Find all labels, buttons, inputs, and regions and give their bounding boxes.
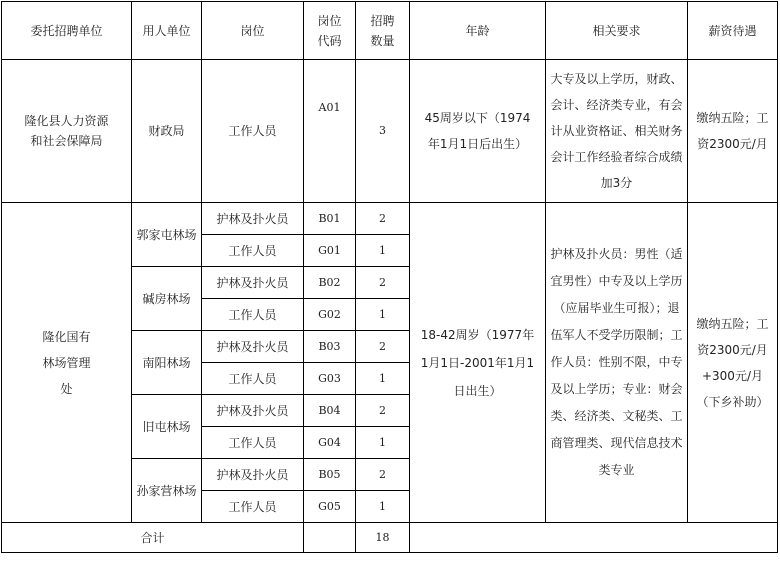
total-empty — [410, 523, 778, 553]
num-cell: 1 — [356, 235, 410, 267]
org-cell: 隆化国有林场管理处 — [2, 203, 132, 523]
num-cell: 1 — [356, 491, 410, 523]
post-cell: 护林及扑火员 — [202, 203, 304, 235]
farm-name: 郭家屯林场 — [132, 203, 202, 267]
table-row — [2, 203, 778, 235]
header-age: 年龄 — [410, 2, 546, 60]
header-post: 岗位 — [202, 2, 304, 60]
code-cell: B01 — [304, 203, 356, 235]
farm-name: 旧屯林场 — [132, 395, 202, 459]
org-cell: 隆化县人力资源和社会保障局 — [2, 60, 132, 203]
unit-cell: 财政局 — [132, 60, 202, 203]
code-cell: G02 — [304, 299, 356, 331]
post-cell: 工作人员 — [202, 60, 304, 203]
header-org: 委托招聘单位 — [2, 2, 132, 60]
code-cell: G03 — [304, 363, 356, 395]
farm-name: 南阳林场 — [132, 331, 202, 395]
code-cell: G04 — [304, 427, 356, 459]
header-pay: 薪资待遇 — [688, 2, 778, 60]
total-row — [2, 523, 778, 553]
pay-cell: 缴纳五险；工资2300元/月+300元/月（下乡补助） — [688, 203, 778, 523]
num-cell: 2 — [356, 459, 410, 491]
num-cell: 1 — [356, 427, 410, 459]
code-cell: G01 — [304, 235, 356, 267]
age-cell: 18-42周岁（1977年1月1日-2001年1月1日出生） — [410, 203, 546, 523]
farm-name: 孙家营林场 — [132, 459, 202, 523]
pay-cell: 缴纳五险；工资2300元/月 — [688, 60, 778, 203]
num-cell: 2 — [356, 267, 410, 299]
header-req: 相关要求 — [546, 2, 688, 60]
code-cell: B03 — [304, 331, 356, 363]
code-cell: B02 — [304, 267, 356, 299]
post-cell: 工作人员 — [202, 299, 304, 331]
header-code: 岗位代码 — [304, 2, 356, 60]
num-cell: 2 — [356, 203, 410, 235]
total-label: 合计 — [2, 523, 304, 553]
total-num: 18 — [356, 523, 410, 553]
post-cell: 工作人员 — [202, 235, 304, 267]
req-cell: 护林及扑火员：男性（适宜男性）中专及以上学历（应届毕业生可报）；退伍军人不受学历限制；工作人员：性别不限，中专及以上学历；专业：财会类、经济类、文秘类、工商管理类、现代信息技术类专业 — [546, 203, 688, 523]
num-cell: 1 — [356, 299, 410, 331]
header-row — [2, 2, 778, 60]
recruitment-table — [1, 1, 778, 553]
code-cell: A01 — [304, 60, 356, 203]
post-cell: 工作人员 — [202, 427, 304, 459]
header-num: 招聘数量 — [356, 2, 410, 60]
post-cell: 护林及扑火员 — [202, 331, 304, 363]
table-row — [2, 60, 778, 203]
num-cell: 2 — [356, 331, 410, 363]
header-unit: 用人单位 — [132, 2, 202, 60]
req-cell: 大专及以上学历，财政、会计、经济类专业，有会计从业资格证、相关财务会计工作经验者综合成绩加3分 — [546, 60, 688, 203]
num-cell: 2 — [356, 395, 410, 427]
code-cell: G05 — [304, 491, 356, 523]
farm-name: 碱房林场 — [132, 267, 202, 331]
num-cell: 1 — [356, 363, 410, 395]
total-code-empty — [304, 523, 356, 553]
age-cell: 45周岁以下（1974年1月1日后出生） — [410, 60, 546, 203]
post-cell: 工作人员 — [202, 363, 304, 395]
post-cell: 护林及扑火员 — [202, 395, 304, 427]
num-cell: 3 — [356, 60, 410, 203]
post-cell: 护林及扑火员 — [202, 459, 304, 491]
code-cell: B05 — [304, 459, 356, 491]
post-cell: 工作人员 — [202, 491, 304, 523]
post-cell: 护林及扑火员 — [202, 267, 304, 299]
code-cell: B04 — [304, 395, 356, 427]
